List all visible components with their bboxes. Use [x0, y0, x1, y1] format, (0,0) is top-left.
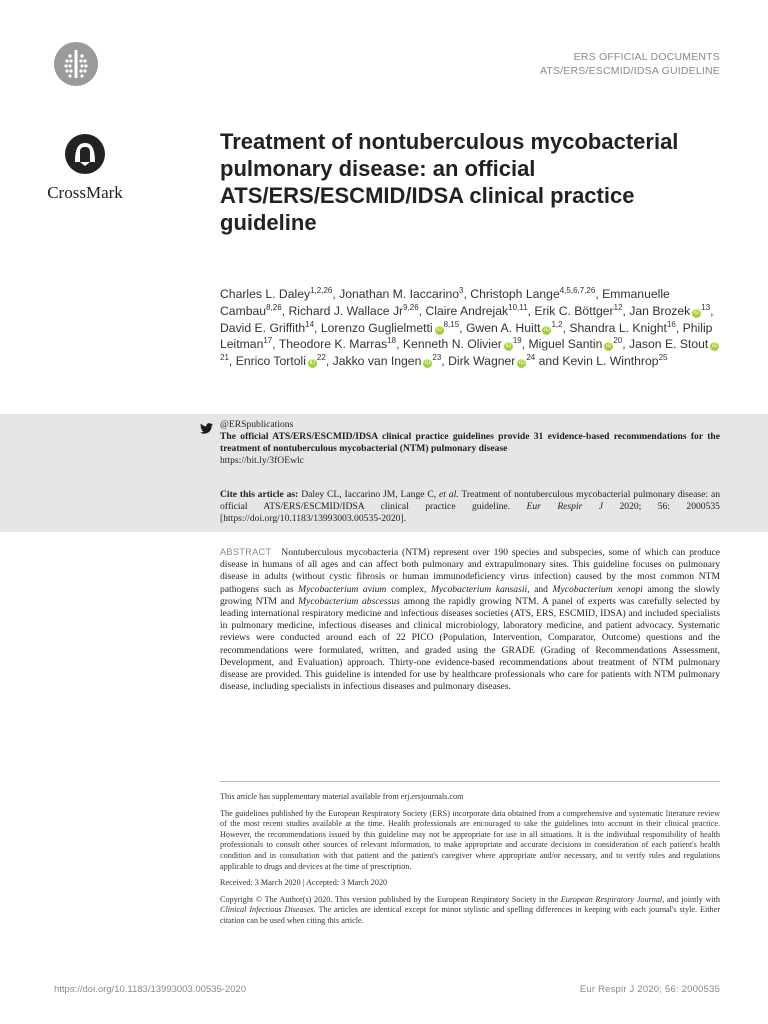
author — [288, 304, 425, 318]
author-separator: , — [459, 320, 466, 335]
document-category — [540, 50, 720, 78]
orcid-icon[interactable]: iD — [425, 360, 431, 367]
crossmark-badge[interactable] — [40, 132, 130, 203]
author-separator: , — [228, 354, 236, 369]
copyright-text-3: The articles are identical except for minor stylistic and spelling differences in keeping with each journal's style. Either citation can be used when citing this article. — [220, 905, 720, 925]
author — [534, 304, 629, 318]
author-affiliation: 1,2,26 — [310, 285, 333, 295]
copyright-journal-2: Clinical Infectious Diseases. — [220, 905, 316, 915]
abstract-text-1: Nontuberculous mycobacteria (NTM) represent over 190 species and subspecies, some of which can produce disease in humans of all ages and can affect both pulmonary and extrapulmonary sites. This guideline focuses on pulmonary disease in adults (without cystic fibrosis or human immunodeficiency virus infection) caused by the most common NTM pathogens such as — [220, 547, 720, 595]
abstract-text-3: and — [534, 583, 548, 595]
author — [403, 337, 529, 351]
author-separator: , — [622, 303, 630, 318]
author — [236, 354, 333, 368]
orcid-icon[interactable]: iD — [519, 360, 525, 367]
author-separator: , — [272, 337, 279, 352]
author — [425, 304, 534, 318]
author-name: Kenneth N. Olivier — [402, 337, 502, 352]
author-name: Kevin L. Winthrop — [562, 354, 659, 369]
section-divider — [220, 781, 720, 782]
author-separator: , — [622, 337, 630, 352]
author — [321, 321, 466, 335]
citation — [220, 489, 720, 525]
author-name: Jason E. Stout — [629, 337, 709, 352]
author — [339, 287, 470, 301]
author-separator: , — [675, 320, 683, 335]
tweet-link[interactable]: https://bit.ly/3fOEwlc — [220, 455, 304, 466]
author-separator: , — [418, 303, 426, 318]
author-name: Richard J. Wallace Jr — [288, 303, 404, 318]
author-name: Philip Leitman — [220, 320, 713, 352]
author-affiliation: 3 — [459, 285, 464, 295]
author-separator: , — [332, 287, 340, 301]
author-separator: , — [521, 337, 529, 352]
author — [529, 337, 630, 351]
author-affiliation: 8,26 — [266, 302, 282, 312]
copyright-note — [220, 895, 720, 927]
author-affiliation: 13 — [701, 302, 711, 312]
author-affiliation: 8,15 — [443, 319, 460, 329]
article-notes — [220, 792, 720, 933]
author-affiliation: 9,26 — [403, 302, 419, 312]
abstract-text-4: among the slowly growing NTM and — [220, 583, 720, 607]
author-separator: , — [396, 337, 403, 352]
author-list — [220, 286, 720, 370]
author-affiliation: 1,2 — [551, 319, 563, 329]
orcid-icon[interactable]: iD — [505, 343, 512, 350]
twitter-handle[interactable]: @ERSpublications — [220, 419, 294, 430]
author-name: Jan Brozek — [629, 303, 691, 318]
author-name: Erik C. Böttger — [534, 303, 614, 318]
cite-label: Cite this article as: — [220, 489, 299, 500]
author-name: Jakko van Ingen — [332, 354, 422, 369]
author-separator: , — [527, 303, 535, 318]
author-affiliation: 21 — [220, 353, 229, 363]
crossmark-label: CrossMark — [47, 183, 123, 202]
abstract-label: ABSTRACT — [220, 547, 272, 557]
cite-journal: Eur Respir J — [526, 501, 604, 512]
footer-doi[interactable]: https://doi.org/10.1183/13993003.00535-2020 — [54, 984, 247, 995]
author-name: Gwen A. Huitt — [465, 320, 541, 335]
author-separator: , — [463, 287, 471, 301]
author-separator: and — [535, 354, 563, 369]
twitter-bird-icon — [200, 421, 213, 432]
orcid-icon[interactable]: iD — [693, 309, 700, 316]
author-affiliation: 10,11 — [508, 302, 528, 312]
author — [629, 304, 713, 318]
copyright-journal: European Respiratory Journal, — [560, 894, 665, 904]
author-name: Jonathan M. Iaccarino — [339, 287, 460, 301]
author-name: Lorenzo Guglielmetti — [320, 320, 433, 335]
received-accepted: Received: 3 March 2020 | Accepted: 3 March 2020 — [220, 878, 388, 888]
abstract-italic-4: Mycobacterium abscessus — [298, 595, 400, 607]
author-affiliation: 23 — [432, 353, 442, 363]
tweet-text: The official ATS/ERS/ESCMID/IDSA clinical practice guidelines provide 31 evidence-based recommendations for the treatment of nontuberculous mycobacterial (NTM) pulmonary disease — [220, 431, 720, 454]
author-separator: , — [710, 303, 714, 318]
author-separator: , — [314, 320, 321, 335]
author — [220, 287, 339, 301]
author — [448, 354, 562, 368]
author-affiliation: 4,5,6,7,26 — [559, 285, 596, 295]
author-separator: , — [441, 354, 449, 369]
author — [279, 337, 403, 351]
author-affiliation: 20 — [613, 336, 623, 346]
author-separator: , — [325, 354, 333, 369]
author-affiliation: 25 — [658, 353, 668, 363]
author-name: Enrico Tortoli — [235, 354, 306, 369]
guideline-disclaimer: The guidelines published by the European Respiratory Society (ERS) incorporate data obtained from a comprehensive and systematic literature review of the most recent studies available at the time. Health professionals are encouraged to take the guidelines into account in their clinical practice. However, the recommendations issued by this guideline may not be appropriate for use in all situations. It is the individual responsibility of health professionals to consult other sources of relevant information, to make appropriate and accurate decisions in consideration of each patient's health condition and in consultation with that patient and the patient's caregiver where appropriate and/or necessary, and to verify rules and regulations applicable to drugs and devices at the time of prescription. — [220, 808, 720, 871]
footer-journal-ref: Eur Respir J 2020; 56: 2000535 — [579, 984, 720, 995]
article-title: Treatment of nontuberculous mycobacterial pulmonary disease: an official ATS/ERS/ESCMID/IDSA clinical practice guideline — [220, 129, 679, 235]
author — [466, 321, 569, 335]
author — [569, 321, 682, 335]
orcid-icon[interactable]: iD — [606, 343, 612, 350]
copyright-text-1: Copyright © The Author(s) 2020. This version published by the European Respiratory Society in the — [220, 894, 559, 904]
author — [220, 321, 321, 335]
author-separator: , — [562, 320, 570, 335]
cite-etal: et al. — [439, 489, 459, 500]
category-line-2: ATS/ERS/ESCMID/IDSA GUIDELINE — [539, 65, 720, 77]
abstract-italic-2: Mycobacterium kansasii, — [430, 583, 530, 595]
supplementary-note: This article has supplementary material available from erj.ersjournals.com — [220, 792, 464, 801]
tweet-block — [220, 419, 720, 467]
orcid-icon[interactable]: iD — [436, 326, 442, 333]
cite-text-2: Treatment of nontuberculous mycobacterial pulmonary disease: an official ATS/ERS/ESCMID/IDSA clinical practice guideline. — [220, 489, 720, 512]
abstract-text-5: among the rapidly growing NTM. A panel of experts was carefully selected by leading international respiratory medicine and infectious diseases societies (ATS, ERS, ESCMID, IDSA) and included specialists in pulmonary medicine, infectious diseases and clinical microbiology, laboratory medicine, and patient advocacy. Systematic reviews were conducted around each of 22 PICO (Population, Intervention, Comparator, Outcome) questions and the recommendations were formulated, written, and graded using the GRADE (Grading of Recommendations Assessment, Development, and Evaluation) approach. Thirty-one evidence-based recommendations about treatment of NTM pulmonary disease are provided. This guideline is intended for use by healthcare professionals who care for patients with NTM pulmonary disease, including specialists in infectious diseases and pulmonary diseases. — [220, 595, 720, 693]
orcid-icon[interactable]: iD — [309, 360, 316, 367]
abstract-italic-1: Mycobacterium avium — [298, 583, 387, 595]
author — [333, 354, 448, 368]
author-name: David E. Griffith — [220, 320, 306, 335]
author-name: Shandra L. Knight — [569, 320, 667, 335]
ers-lung-logo-icon — [54, 42, 98, 86]
author-affiliation: 17 — [263, 336, 273, 346]
author-affiliation: 16 — [666, 319, 676, 329]
author-name: Christoph Lange — [470, 287, 560, 301]
cite-text-1: Daley CL, Iaccarino JM, Lange C, — [301, 489, 437, 500]
author-name: Miguel Santin — [528, 337, 603, 352]
author-name: Charles L. Daley — [220, 287, 311, 301]
author-affiliation: 18 — [387, 336, 397, 346]
author-name: Dirk Wagner — [448, 354, 516, 369]
author-affiliation: 24 — [526, 353, 536, 363]
author-affiliation: 22 — [316, 353, 326, 363]
abstract-text-2: complex, — [390, 583, 427, 595]
crossmark-icon — [63, 132, 107, 176]
author-affiliation: 19 — [512, 336, 522, 346]
author-separator: , — [595, 287, 603, 301]
author — [562, 354, 667, 368]
author-name: Theodore K. Marras — [278, 337, 388, 352]
author-separator: , — [281, 303, 289, 318]
author-affiliation: 12 — [613, 302, 623, 312]
abstract — [220, 546, 720, 693]
author-name: Claire Andrejak — [425, 303, 509, 318]
orcid-icon[interactable]: iD — [711, 343, 718, 350]
category-line-1: ERS OFFICIAL DOCUMENTS — [573, 51, 720, 63]
cite-text-3: 2020; 56: 2000535 [https://doi.org/10.1183/13993003.00535-2020]. — [220, 501, 720, 524]
author-name: Emmanuelle Cambau — [220, 287, 670, 318]
author — [470, 287, 602, 301]
orcid-icon[interactable]: iD — [544, 326, 550, 333]
author-affiliation: 14 — [305, 319, 315, 329]
copyright-text-2: and jointly with — [666, 894, 720, 904]
abstract-italic-3: Mycobacterium xenopi — [552, 583, 643, 595]
